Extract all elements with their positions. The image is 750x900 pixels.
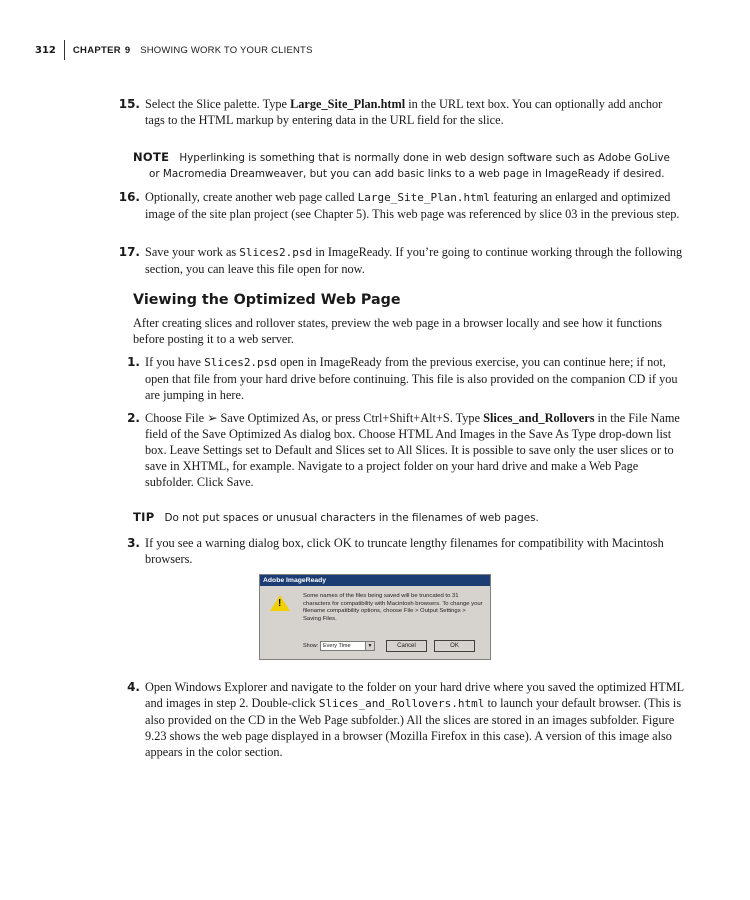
step-text: Open Windows Explorer and navigate to the folder on your hard drive where you saved the optimized HTML and images in step 2. Double-click xyxy=(145,680,684,710)
step-text: in the File Name field of the Save Optimized As dialog box. Choose HTML And Images in the Save As Type drop-down list box. Leave Settings set to Default and Slices set to All Slices. It is possible to save only the user slices or to save in XHTML, for example. Navigate to a project folder on your hard drive and make a Web Page subfolder. Click Save. xyxy=(145,411,680,489)
note-text: or Macromedia Dreamweaver, but you can add basic links to a web page in ImageReady if desired. xyxy=(149,168,665,180)
step-text: If you have xyxy=(145,355,205,369)
tip-text: Do not put spaces or unusual characters in the filenames of web pages. xyxy=(164,512,539,524)
header-divider xyxy=(64,40,65,60)
step-text: to launch your default browser. (This is also provided on the CD in the Web Page subfolder.) All the slices are stored in an images subfolder. Figure 9.23 shows the web page displayed in a browser (Mozilla Firefox in this case). A version of this image also appears in the color section. xyxy=(145,696,682,759)
step-4 xyxy=(127,679,685,760)
filename: Slices2.psd xyxy=(204,356,277,369)
filename: Large_Site_Plan.html xyxy=(357,191,491,204)
step-text: featuring an enlarged and optimized image of the site plan project (see Chapter 5). This web page was referenced by slice 03 in the previous step. xyxy=(145,190,680,221)
step-1 xyxy=(127,354,685,403)
step-text: in the URL text box. You can optionally add anchor tags to the HTML markup by entering data in the URL field for the slice. xyxy=(145,97,663,127)
step-text: Optionally, create another web page called xyxy=(145,190,358,204)
step-2 xyxy=(127,410,685,490)
note-text: Hyperlinking is something that is normally done in web design software such as Adobe GoLive xyxy=(179,152,670,164)
warning-icon: ! xyxy=(270,595,290,611)
section-intro: After creating slices and rollover states, preview the web page in a browser locally and see how it functions before posting it to a web server. xyxy=(133,316,662,346)
warning-dialog-screenshot xyxy=(259,574,491,660)
step-number: 16. xyxy=(118,190,140,204)
dialog-message: Some names of the files being saved will be truncated to 31 characters for compatibility with Macintosh browsers. To change your filename compatibility options, choose File > Output Settings > Saving Files. xyxy=(303,593,483,622)
running-header xyxy=(35,40,313,60)
filename: Large_Site_Plan.html xyxy=(290,97,406,111)
step-text: in ImageReady. If you’re going to continue working through the following section, you can leave this file open for now. xyxy=(145,245,683,276)
ok-button[interactable]: OK xyxy=(434,640,475,652)
step-number: 4. xyxy=(127,680,140,694)
show-label: Show: xyxy=(303,643,319,649)
filename: Slices_and_Rollovers xyxy=(483,411,595,425)
chevron-down-icon: ▼ xyxy=(365,642,374,650)
tip-box xyxy=(133,509,693,526)
step-3 xyxy=(127,535,685,567)
filename: Slices2.psd xyxy=(239,246,313,259)
step-number: 15. xyxy=(118,97,140,111)
note-label: NOTE xyxy=(133,150,170,164)
step-number: 17. xyxy=(118,245,140,259)
chapter-label: CHAPTER xyxy=(72,44,121,56)
tip-label: TIP xyxy=(133,510,155,524)
page-number: 312 xyxy=(35,44,56,56)
step-text: Save your work as xyxy=(145,245,240,259)
chapter-title: SHOWING WORK TO YOUR CLIENTS xyxy=(140,44,313,56)
step-16 xyxy=(118,189,685,222)
step-text: open in ImageReady from the previous exercise, you can continue here; if not, open that file from your hard drive before continuing. This file is also provided on the companion CD if you are jumping in here. xyxy=(145,355,678,402)
step-text: If you see a warning dialog box, click OK to truncate lengthy filenames for compatibility with Macintosh browsers. xyxy=(145,536,664,566)
cancel-button[interactable]: Cancel xyxy=(386,640,427,652)
step-number: 2. xyxy=(127,411,140,425)
step-number: 1. xyxy=(127,355,140,369)
note-box xyxy=(133,149,693,182)
step-text: Choose File ➢ Save Optimized As, or press Ctrl+Shift+Alt+S. Type xyxy=(145,411,484,425)
step-number: 3. xyxy=(127,536,140,550)
step-17 xyxy=(118,244,685,277)
section-heading: Viewing the Optimized Web Page xyxy=(133,292,401,308)
show-select-value: Every Time xyxy=(323,643,351,649)
filename: Slices_and_Rollovers.html xyxy=(318,697,485,710)
dialog-title: Adobe ImageReady xyxy=(260,575,490,586)
show-select[interactable] xyxy=(320,641,375,651)
chapter-number: 9 xyxy=(124,44,131,56)
step-text: Select the Slice palette. Type xyxy=(145,97,291,111)
step-15 xyxy=(118,96,685,128)
